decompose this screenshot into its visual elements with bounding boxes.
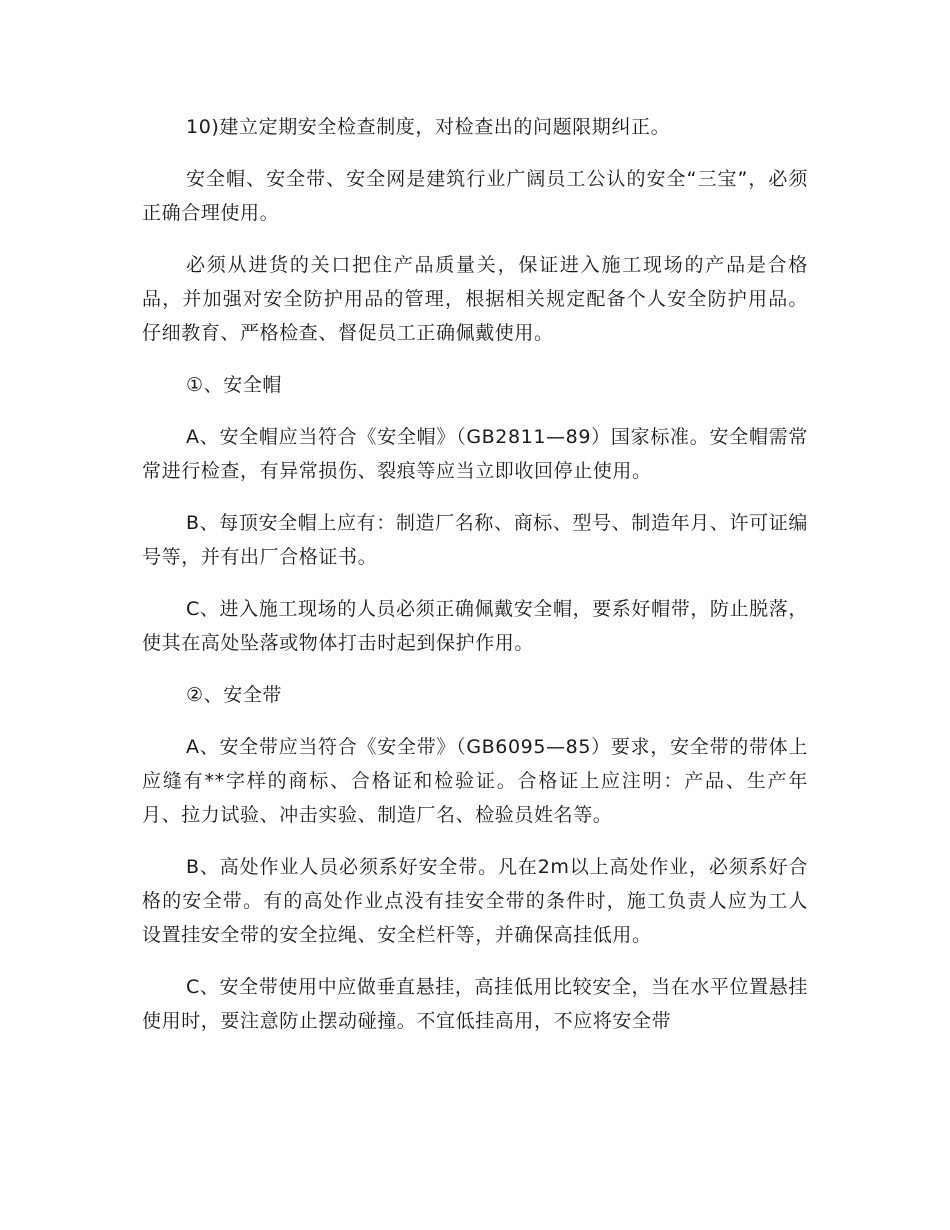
paragraph-helmet-a: A、安全帽应当符合《安全帽》（GB2811—89）国家标准。安全帽需常常进行检查，有异常损伤、裂痕等应当立即收回停止使用。 xyxy=(142,426,808,482)
paragraph-helmet-b: B、每顶安全帽上应有：制造厂名称、商标、型号、制造年月、许可证编号等，并有出厂合格证书。 xyxy=(142,512,808,568)
paragraph-belt-b: B、高处作业人员必须系好安全带。凡在2m以上高处作业，必须系好合格的安全带。有的高处作业点没有挂安全带的条件时，施工负责人应为工人设置挂安全带的安全拉绳、安全栏杆等，并确保高挂低用。 xyxy=(142,856,808,946)
paragraph-product-quality: 必须从进货的关口把住产品质量关，保证进入施工现场的产品是合格品，并加强对安全防护用品的管理，根据相关规定配备个人安全防护用品。仔细教育、严格检查、督促员工正确佩戴使用。 xyxy=(142,254,808,344)
paragraph-three-treasures: 安全帽、安全带、安全网是建筑行业广阔员工公认的安全“三宝”，必须正确合理使用。 xyxy=(142,168,808,224)
paragraph-regular-inspection: 10)建立定期安全检查制度，对检查出的问题限期纠正。 xyxy=(186,116,671,138)
paragraph-belt-c: C、安全带使用中应做垂直悬挂，高挂低用比较安全，当在水平位置悬挂使用时，要注意防止摆动碰撞。不宜低挂高用，不应将安全带 xyxy=(142,976,808,1032)
section-heading-safety-helmet: ①、安全帽 xyxy=(186,374,283,396)
paragraph-helmet-c: C、进入施工现场的人员必须正确佩戴安全帽，要系好帽带，防止脱落，使其在高处坠落或物体打击时起到保护作用。 xyxy=(142,598,808,654)
section-heading-safety-belt: ②、安全带 xyxy=(186,684,283,706)
document-body xyxy=(142,110,808,1056)
paragraph-belt-a: A、安全带应当符合《安全带》（GB6095—85）要求，安全带的带体上应缝有**字样的商标、合格证和检验证。合格证上应注明：产品、生产年月、拉力试验、冲击实验、制造厂名、检验员姓名等。 xyxy=(142,736,808,826)
